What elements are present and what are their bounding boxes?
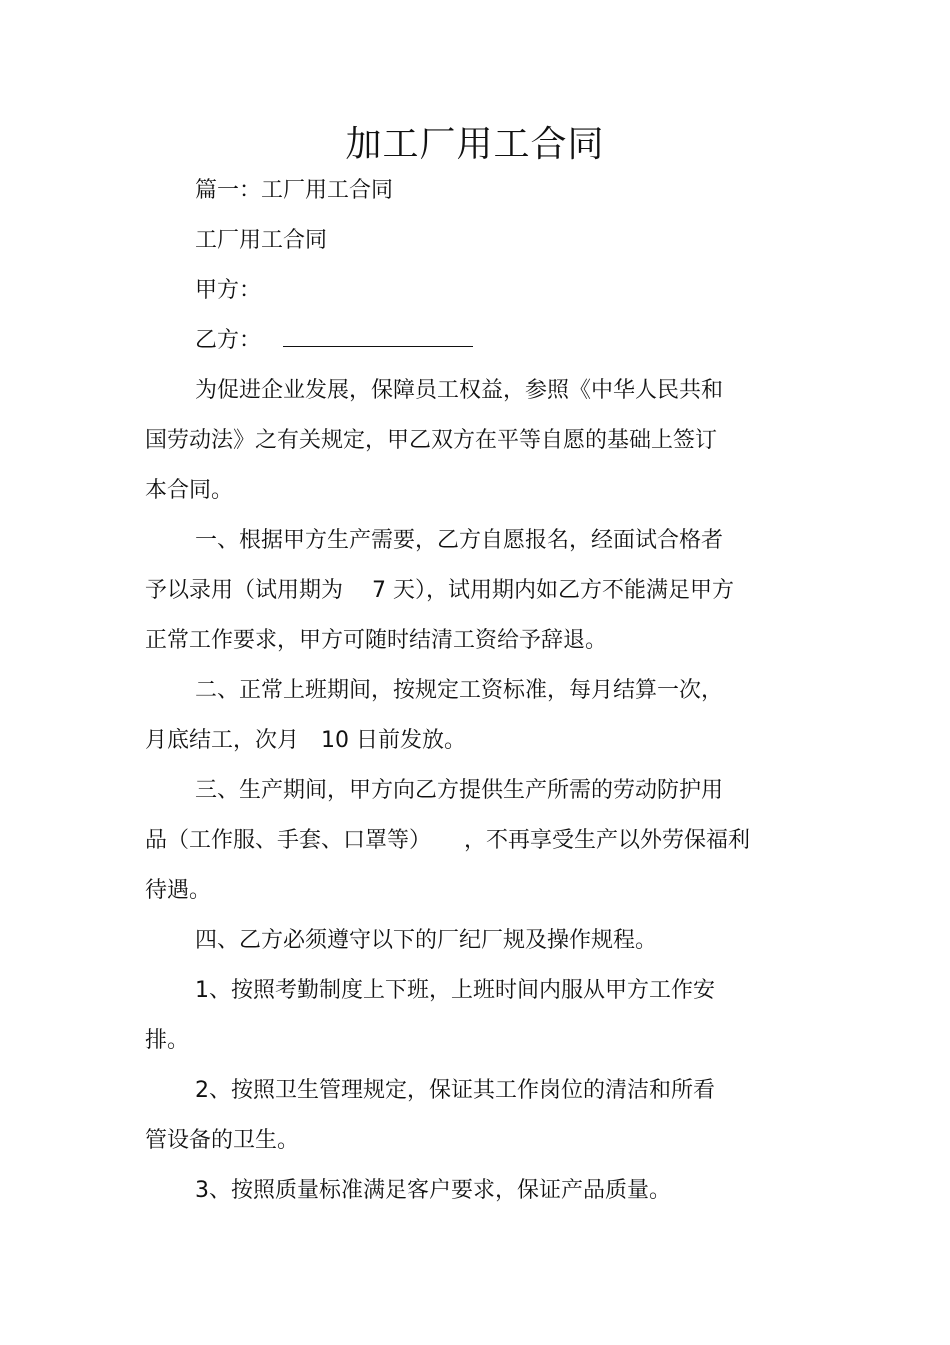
paragraph-line: 正常工作要求，甲方可随时结清工资给予辞退。 (145, 628, 608, 653)
list-item: 1、按照考勤制度上下班，上班时间内服从甲方工作安 (195, 978, 715, 1003)
paragraph-line: 为促进企业发展，保障员工权益，参照《中华人民共和 (195, 378, 724, 403)
section-heading: 篇一：工厂用工合同 (195, 178, 394, 203)
list-item: 管设备的卫生。 (145, 1128, 300, 1153)
party-b-blank (283, 326, 473, 347)
paragraph-line: 四、乙方必须遵守以下的厂纪厂规及操作规程。 (195, 928, 658, 953)
paragraph-line: 待遇。 (145, 878, 212, 903)
party-a-label: 甲方： (195, 278, 262, 303)
paragraph-line: 本合同。 (145, 478, 234, 503)
paragraph-line: 国劳动法》之有关规定，甲乙双方在平等自愿的基础上签订 (145, 428, 718, 453)
list-item: 3、按照质量标准满足客户要求，保证产品质量。 (195, 1178, 671, 1203)
contract-subtitle: 工厂用工合同 (195, 228, 328, 253)
paragraph-line: 一、根据甲方生产需要，乙方自愿报名，经面试合格者 (195, 528, 724, 553)
list-item: 排。 (145, 1028, 190, 1053)
paragraph-line: 二、正常上班期间，按规定工资标准，每月结算一次， (195, 678, 724, 703)
paragraph-line: 品（工作服、手套、口罩等） ，不再享受生产以外劳保福利 (145, 828, 751, 853)
paragraph-line: 三、生产期间，甲方向乙方提供生产所需的劳动防护用 (195, 778, 724, 803)
party-b-row (195, 326, 473, 356)
list-item: 2、按照卫生管理规定，保证其工作岗位的清洁和所看 (195, 1078, 715, 1103)
document-title: 加工厂用工合同 (345, 124, 605, 165)
paragraph-line: 予以录用（试用期为 7 天），试用期内如乙方不能满足甲方 (145, 578, 734, 603)
paragraph-line: 月底结工，次月 10 日前发放。 (145, 728, 466, 753)
party-b-label: 乙方： (195, 328, 262, 353)
